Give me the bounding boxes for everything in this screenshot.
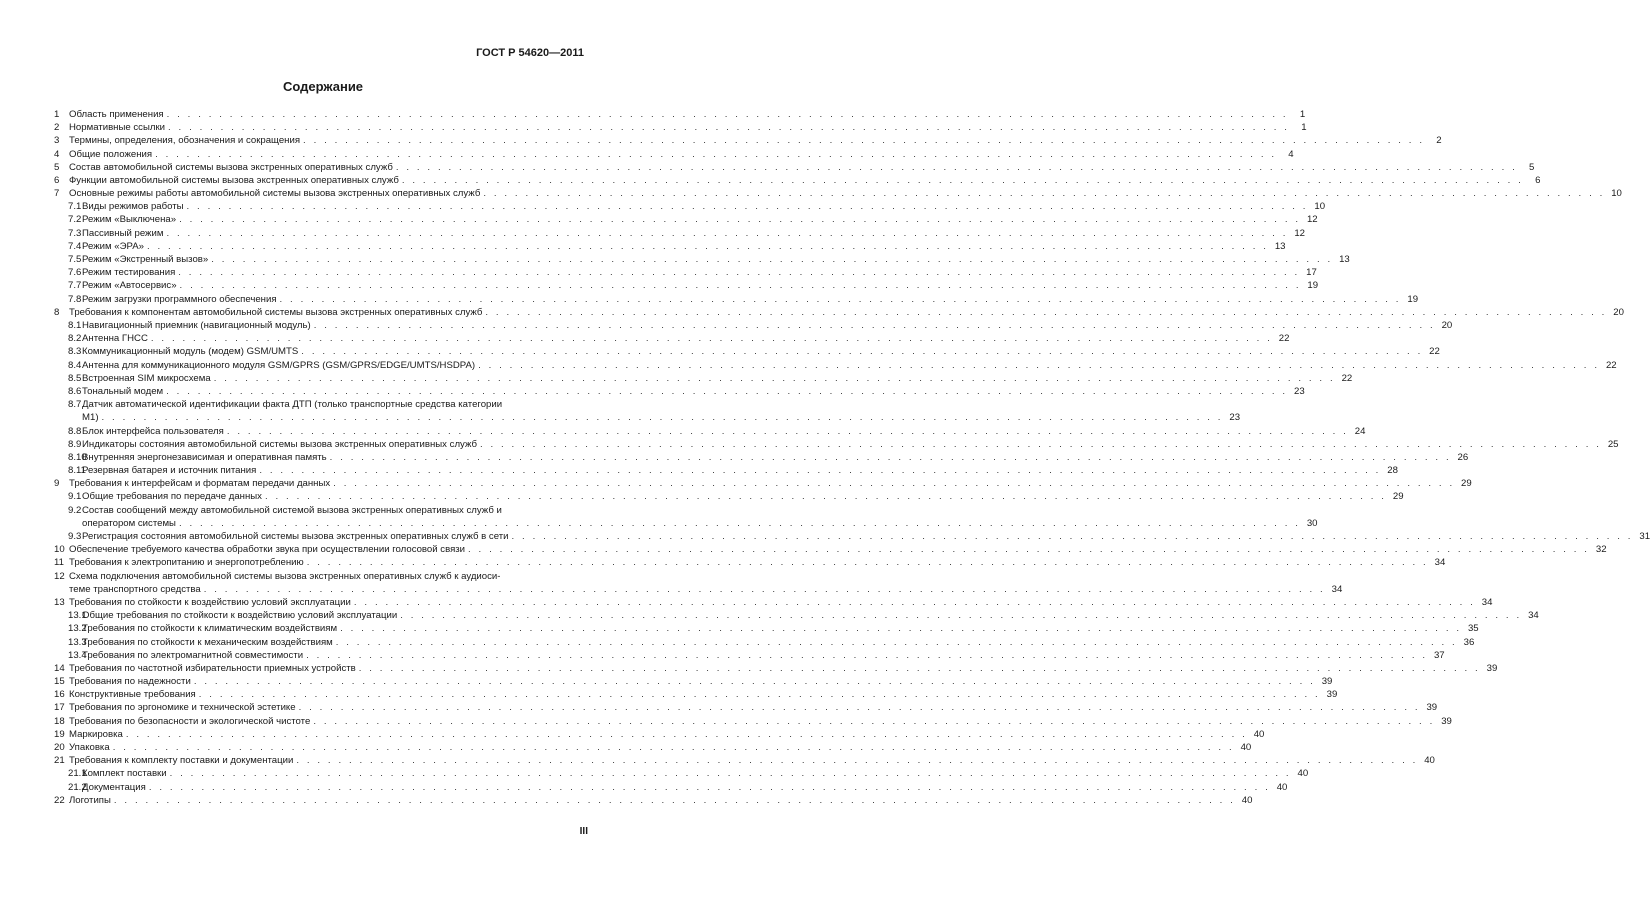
- toc-leader-dots: [180, 279, 1302, 292]
- toc-leader-dots: [187, 200, 1309, 213]
- toc-leader-dots: [396, 161, 1518, 174]
- toc-entry-title: Основные режимы работы автомобильной системы вызова экстренных оперативных служб: [69, 188, 481, 200]
- toc-entry-page: 40: [1424, 755, 1435, 767]
- toc-entry-page: 37: [1433, 649, 1445, 661]
- toc-entry-title: Внутренняя энергонезависимая и оперативная память: [82, 451, 327, 463]
- table-of-contents: [54, 108, 1650, 807]
- toc-entry[interactable]: [54, 372, 1353, 385]
- toc-entry[interactable]: [54, 279, 1319, 292]
- toc-entry-title: Режим «Выключена»: [82, 214, 177, 226]
- toc-entry[interactable]: [54, 464, 1398, 477]
- toc-leader-dots: [314, 319, 1436, 332]
- toc-entry-page: 22: [1278, 333, 1290, 345]
- toc-entry-page: 35: [1467, 623, 1479, 635]
- toc-entry[interactable]: [54, 622, 1479, 635]
- toc-entry-page: 22: [1341, 372, 1353, 384]
- toc-entry-page: 31: [1639, 531, 1650, 543]
- toc-entry-number: 13.1: [68, 610, 87, 622]
- toc-entry-number: 8.7: [68, 399, 82, 411]
- toc-leader-dots: [214, 372, 1336, 385]
- toc-entry-title: Требования по стойкости к воздействию условий эксплуатации: [69, 596, 351, 608]
- toc-leader-dots: [166, 227, 1288, 240]
- toc-entry[interactable]: [54, 438, 1619, 451]
- toc-entry-page: 12: [1306, 214, 1318, 226]
- toc-entry-page: 13: [1274, 240, 1286, 252]
- toc-entry-number: 7.3: [68, 227, 82, 239]
- toc-entry-page: 39: [1486, 662, 1498, 674]
- toc-entry-page: 17: [1306, 267, 1317, 279]
- toc-entry-page: 30: [1306, 517, 1318, 529]
- toc-entry-page: 39: [1326, 689, 1338, 701]
- toc-entry-title: Антенна ГНСС: [82, 333, 148, 345]
- toc-entry-title: Требования к электропитанию и энергопотреблению: [69, 557, 304, 569]
- toc-entry-page: 19: [1407, 293, 1419, 305]
- toc-entry-title: Общие положения: [69, 148, 153, 160]
- toc-leader-dots: [485, 306, 1607, 319]
- toc-entry[interactable]: [54, 385, 1305, 398]
- toc-entry-title: Встроенная SIM микросхема: [82, 372, 211, 384]
- toc-leader-dots: [280, 293, 1402, 306]
- toc-entry-title: Антенна для коммуникационного модуля GSM/GPRS (GSM/GPRS/EDGE/UMTS/HSDPA): [82, 359, 476, 371]
- toc-entry[interactable]: [54, 741, 1252, 754]
- toc-entry-title: Режим «Автосервис»: [82, 280, 177, 292]
- toc-entry-page: 34: [1434, 557, 1446, 569]
- toc-entry[interactable]: [54, 227, 1305, 240]
- toc-leader-dots: [211, 253, 1333, 266]
- toc-leader-dots: [483, 187, 1605, 200]
- toc-entry-number: 19: [54, 728, 65, 740]
- toc-entry-number: 6: [54, 174, 60, 186]
- toc-entry-number: 3: [54, 135, 60, 147]
- toc-entry[interactable]: [54, 596, 1493, 609]
- toc-entry-number: 8: [54, 306, 60, 318]
- toc-leader-dots: [306, 649, 1428, 662]
- toc-leader-dots: [400, 609, 1522, 622]
- toc-entry-number: 17: [54, 702, 65, 714]
- toc-entry[interactable]: [54, 214, 1318, 227]
- toc-entry[interactable]: [54, 754, 1435, 767]
- toc-entry[interactable]: [54, 490, 1404, 503]
- toc-leader-dots: [354, 596, 1476, 609]
- toc-entry[interactable]: [54, 345, 1440, 358]
- toc-entry-number: 8.10: [68, 451, 87, 463]
- toc-entry-page: 5: [1529, 161, 1535, 173]
- toc-entry-title: Схема подключения автомобильной системы вызова экстренных оперативных служб к аудиоси-: [69, 570, 501, 582]
- toc-entry-number: 8.8: [68, 425, 82, 437]
- toc-entry-number: 8.1: [68, 319, 82, 331]
- toc-entry[interactable]: [54, 701, 1438, 714]
- toc-entry-number: 21: [54, 755, 65, 767]
- toc-entry-number: 5: [54, 161, 60, 173]
- toc-entry-number: 7.1: [68, 201, 82, 213]
- toc-entry[interactable]: [54, 187, 1622, 200]
- toc-entry-title: Термины, определения, обозначения и сокращения: [69, 135, 301, 147]
- toc-entry-number: 16: [54, 689, 65, 701]
- toc-leader-dots: [313, 715, 1435, 728]
- toc-entry-page: 23: [1229, 412, 1241, 424]
- toc-entry-page: 1: [1301, 122, 1307, 134]
- toc-entry-number: 13.2: [68, 623, 87, 635]
- toc-entry-number: 9.1: [68, 491, 82, 503]
- toc-entry-title: Режим «Экстренный вызов»: [82, 254, 209, 266]
- toc-leader-dots: [296, 754, 1418, 767]
- toc-leader-dots: [512, 530, 1634, 543]
- toc-entry[interactable]: [54, 293, 1419, 306]
- toc-entry-title: Конструктивные требования: [69, 689, 196, 701]
- toc-entry-title: Требования по надежности: [69, 676, 191, 688]
- toc-leader-dots: [402, 174, 1524, 187]
- toc-entry-page: 12: [1294, 227, 1305, 239]
- toc-entry-page: 39: [1426, 702, 1438, 714]
- toc-entry-title-cont: теме транспортного средства: [69, 583, 201, 595]
- toc-entry-number: 8.6: [68, 385, 82, 397]
- toc-entry[interactable]: [54, 543, 1607, 556]
- toc-entry-number: 13: [54, 596, 65, 608]
- toc-entry[interactable]: [54, 477, 1472, 490]
- toc-entry-page: 29: [1461, 478, 1472, 490]
- toc-entry-page: 39: [1441, 715, 1452, 727]
- toc-entry-number: 1: [54, 108, 60, 120]
- toc-entry-title: Маркировка: [69, 728, 123, 740]
- toc-entry[interactable]: [54, 319, 1453, 332]
- toc-entry-number: 7: [54, 188, 60, 200]
- toc-entry-page: 40: [1240, 742, 1252, 754]
- toc-entry-page: 28: [1387, 465, 1398, 477]
- toc-leader-dots: [340, 622, 1462, 635]
- toc-entry-page: 34: [1331, 583, 1343, 595]
- toc-leader-dots: [330, 451, 1452, 464]
- toc-entry[interactable]: [54, 240, 1286, 253]
- toc-entry-page: 10: [1314, 201, 1326, 213]
- toc-entry[interactable]: [54, 174, 1541, 187]
- toc-entry[interactable]: [54, 148, 1294, 161]
- toc-entry-title: Требования по частотной избирательности приемных устройств: [69, 662, 356, 674]
- toc-entry[interactable]: [54, 266, 1317, 279]
- toc-leader-dots: [336, 636, 1458, 649]
- toc-entry-number: 7.8: [68, 293, 82, 305]
- toc-entry-number: 13.4: [68, 649, 87, 661]
- toc-entry[interactable]: [54, 530, 1650, 543]
- toc-entry-number: 9: [54, 478, 60, 490]
- toc-entry-page: 1: [1299, 108, 1306, 120]
- toc-leader-dots: [480, 438, 1602, 451]
- toc-entry-number: 8.4: [68, 359, 82, 371]
- toc-entry-page: 2: [1436, 135, 1442, 147]
- toc-entry-number: 8.11: [68, 465, 86, 477]
- standard-number: ГОСТ Р 54620—2011: [476, 47, 584, 59]
- toc-entry-title: Состав автомобильной системы вызова экстренных оперативных служб: [69, 161, 393, 173]
- toc-entry[interactable]: [54, 556, 1446, 569]
- toc-entry-number: 2: [54, 122, 60, 134]
- toc-entry-page: 32: [1595, 544, 1607, 556]
- toc-entry[interactable]: [54, 767, 1309, 780]
- toc-entry[interactable]: [54, 108, 1306, 121]
- toc-entry-title: Требования по стойкости к механическим воздействиям: [82, 636, 333, 648]
- toc-entry-number: 13.3: [68, 636, 87, 648]
- toc-leader-dots: [301, 345, 1423, 358]
- toc-leader-dots: [102, 411, 1224, 424]
- toc-leader-dots: [179, 517, 1301, 530]
- toc-entry-page: 36: [1463, 636, 1475, 648]
- toc-entry[interactable]: [54, 121, 1307, 134]
- toc-entry-title: Требования по стойкости к климатическим воздействиям: [82, 623, 338, 635]
- toc-entry-title: Коммуникационный модуль (модем) GSM/UMTS: [82, 346, 299, 358]
- toc-entry-number: 7.7: [68, 280, 82, 292]
- toc-entry-title: Состав сообщений между автомобильной системой вызова экстренных оперативных служб и: [82, 504, 502, 516]
- toc-leader-dots: [114, 794, 1236, 807]
- toc-entry[interactable]: [54, 715, 1452, 728]
- toc-entry-number: 20: [54, 742, 65, 754]
- toc-entry-page: 40: [1241, 794, 1253, 806]
- toc-entry-title: Режим «ЭРА»: [82, 240, 144, 252]
- toc-entry[interactable]: [54, 649, 1445, 662]
- toc-entry-title: Резервная батарея и источник питания: [82, 465, 257, 477]
- toc-entry-title: Требования по безопасности и экологической чистоте: [69, 715, 311, 727]
- toc-entry-number: 7.4: [68, 240, 82, 252]
- toc-entry-number: 22: [54, 794, 65, 806]
- toc-entry-title: Навигационный приемник (навигационный модуль): [82, 319, 311, 331]
- toc-leader-dots: [147, 240, 1269, 253]
- toc-entry-title: Комплект поставки: [82, 768, 167, 780]
- toc-entry[interactable]: [54, 781, 1288, 794]
- toc-leader-dots: [303, 134, 1425, 147]
- toc-entry[interactable]: [54, 688, 1338, 701]
- toc-entry-page: 24: [1354, 425, 1366, 437]
- toc-entry-title: Функции автомобильной системы вызова экстренных оперативных служб: [69, 174, 399, 186]
- toc-entry-number: 8.3: [68, 346, 82, 358]
- toc-leader-dots: [299, 701, 1421, 714]
- toc-entry-title: Обеспечение требуемого качества обработки звука при осуществлении голосовой связи: [69, 544, 466, 556]
- toc-leader-dots: [227, 425, 1349, 438]
- toc-entry-page: 25: [1607, 438, 1619, 450]
- toc-entry-title: Требования к комплекту поставки и документации: [69, 755, 294, 767]
- toc-leader-dots: [468, 543, 1590, 556]
- page-title: Содержание: [282, 79, 364, 94]
- toc-leader-dots: [155, 148, 1277, 161]
- toc-entry-title: Режим загрузки программного обеспечения: [82, 293, 277, 305]
- toc-entry-page: 34: [1528, 610, 1539, 622]
- toc-entry-page: 10: [1611, 188, 1622, 200]
- toc-entry-number: 18: [54, 715, 65, 727]
- toc-leader-dots: [170, 767, 1292, 780]
- toc-entry-title: Общие требования по стойкости к воздействию условий эксплуатации: [82, 610, 398, 622]
- toc-entry-page: 23: [1294, 385, 1305, 397]
- toc-entry-number: 12: [54, 570, 65, 582]
- toc-entry[interactable]: [54, 728, 1265, 741]
- toc-entry[interactable]: [54, 451, 1469, 464]
- toc-entry-number: 7.6: [68, 267, 82, 279]
- toc-entry-title: Область применения: [69, 108, 164, 120]
- toc-leader-dots: [359, 662, 1481, 675]
- toc-entry-number: 21.2: [68, 781, 87, 793]
- page-number-roman: III: [579, 826, 588, 837]
- toc-entry[interactable]: [54, 253, 1350, 266]
- toc-entry-page: 20: [1441, 319, 1453, 331]
- toc-entry-title: Документация: [82, 781, 146, 793]
- toc-entry[interactable]: [54, 636, 1475, 649]
- toc-leader-dots: [259, 464, 1381, 477]
- toc-entry-title: Регистрация состояния автомобильной системы вызова экстренных оперативных служб в сети: [82, 531, 509, 543]
- toc-entry-page: 29: [1392, 491, 1404, 503]
- toc-leader-dots: [113, 741, 1235, 754]
- toc-entry-page: 40: [1253, 728, 1265, 740]
- toc-entry[interactable]: [54, 662, 1498, 675]
- toc-entry[interactable]: [54, 504, 1318, 530]
- toc-entry-page: 20: [1613, 306, 1624, 318]
- toc-entry-page: 19: [1307, 280, 1319, 292]
- toc-entry-number: 7.5: [68, 254, 82, 266]
- toc-entry-title: Режим тестирования: [82, 267, 176, 279]
- toc-entry-title: Требования к интерфейсам и форматам передачи данных: [69, 478, 331, 490]
- toc-entry-page: 26: [1457, 451, 1469, 463]
- toc-entry-title-cont: M1): [82, 412, 99, 424]
- toc-entry-page: 22: [1605, 359, 1617, 371]
- toc-entry-number: 7.2: [68, 214, 82, 226]
- toc-entry-title: Блок интерфейса пользователя: [82, 425, 224, 437]
- toc-entry-title: Требования по эргономике и технической эстетике: [69, 702, 296, 714]
- toc-entry-number: 8.9: [68, 438, 82, 450]
- toc-entry-number: 8.2: [68, 333, 82, 345]
- toc-entry-number: 9.3: [68, 531, 82, 543]
- toc-leader-dots: [194, 675, 1316, 688]
- toc-entry-page: 40: [1297, 768, 1309, 780]
- toc-entry-number: 21.1: [68, 768, 87, 780]
- toc-entry[interactable]: [54, 332, 1290, 345]
- toc-entry-page: 22: [1429, 346, 1440, 358]
- toc-entry[interactable]: [54, 794, 1253, 807]
- toc-entry-number: 9.2: [68, 504, 82, 516]
- toc-entry[interactable]: [54, 398, 1241, 424]
- toc-entry-page: 40: [1276, 781, 1288, 793]
- toc-leader-dots: [333, 477, 1455, 490]
- toc-entry[interactable]: [54, 306, 1624, 319]
- toc-entry-number: 8.5: [68, 372, 82, 384]
- toc-entry-title: Виды режимов работы: [82, 201, 184, 213]
- toc-entry[interactable]: [54, 161, 1535, 174]
- toc-entry-title: Индикаторы состояния автомобильной системы вызова экстренных оперативных служб: [82, 438, 477, 450]
- toc-leader-dots: [126, 728, 1248, 741]
- toc-leader-dots: [167, 108, 1289, 121]
- toc-entry-title: Тональный модем: [82, 385, 164, 397]
- toc-entry-title: Упаковка: [69, 742, 110, 754]
- toc-leader-dots: [178, 266, 1300, 279]
- toc-entry-page: 34: [1481, 596, 1493, 608]
- toc-leader-dots: [199, 688, 1321, 701]
- toc-leader-dots: [265, 490, 1387, 503]
- toc-leader-dots: [151, 332, 1273, 345]
- toc-entry-page: 6: [1535, 174, 1541, 186]
- toc-leader-dots: [307, 556, 1429, 569]
- toc-entry-number: 15: [54, 676, 65, 688]
- toc-entry[interactable]: [54, 134, 1442, 147]
- toc-entry-title: Требования по электромагнитной совместимости: [82, 649, 304, 661]
- toc-entry-title: Датчик автоматической идентификации факта ДТП (только транспортные средства категории: [82, 399, 503, 411]
- toc-leader-dots: [204, 583, 1326, 596]
- toc-leader-dots: [478, 359, 1600, 372]
- toc-entry[interactable]: [54, 675, 1333, 688]
- toc-entry-number: 11: [54, 557, 64, 569]
- toc-entry-title: Нормативные ссылки: [69, 122, 166, 134]
- toc-entry-number: 14: [54, 662, 65, 674]
- toc-entry-page: 39: [1321, 676, 1333, 688]
- toc-entry[interactable]: [54, 570, 1343, 596]
- toc-entry-title: Требования к компонентам автомобильной системы вызова экстренных оперативных служб: [69, 306, 483, 318]
- toc-leader-dots: [166, 385, 1288, 398]
- toc-entry-title: Логотипы: [69, 794, 111, 806]
- toc-entry-title-cont: оператором системы: [82, 517, 176, 529]
- toc-leader-dots: [179, 213, 1301, 226]
- toc-entry-title: Общие требования по передаче данных: [82, 491, 262, 503]
- toc-entry[interactable]: [54, 359, 1617, 372]
- toc-entry-title: Пассивный режим: [82, 227, 164, 239]
- toc-entry-number: 4: [54, 148, 60, 160]
- toc-leader-dots: [168, 121, 1290, 134]
- toc-entry[interactable]: [54, 200, 1326, 213]
- toc-entry-number: 10: [54, 544, 65, 556]
- toc-entry-page: 13: [1339, 254, 1350, 266]
- toc-entry[interactable]: [54, 609, 1539, 622]
- toc-entry-page: 4: [1288, 148, 1294, 160]
- toc-entry[interactable]: [54, 425, 1366, 438]
- toc-leader-dots: [149, 781, 1271, 794]
